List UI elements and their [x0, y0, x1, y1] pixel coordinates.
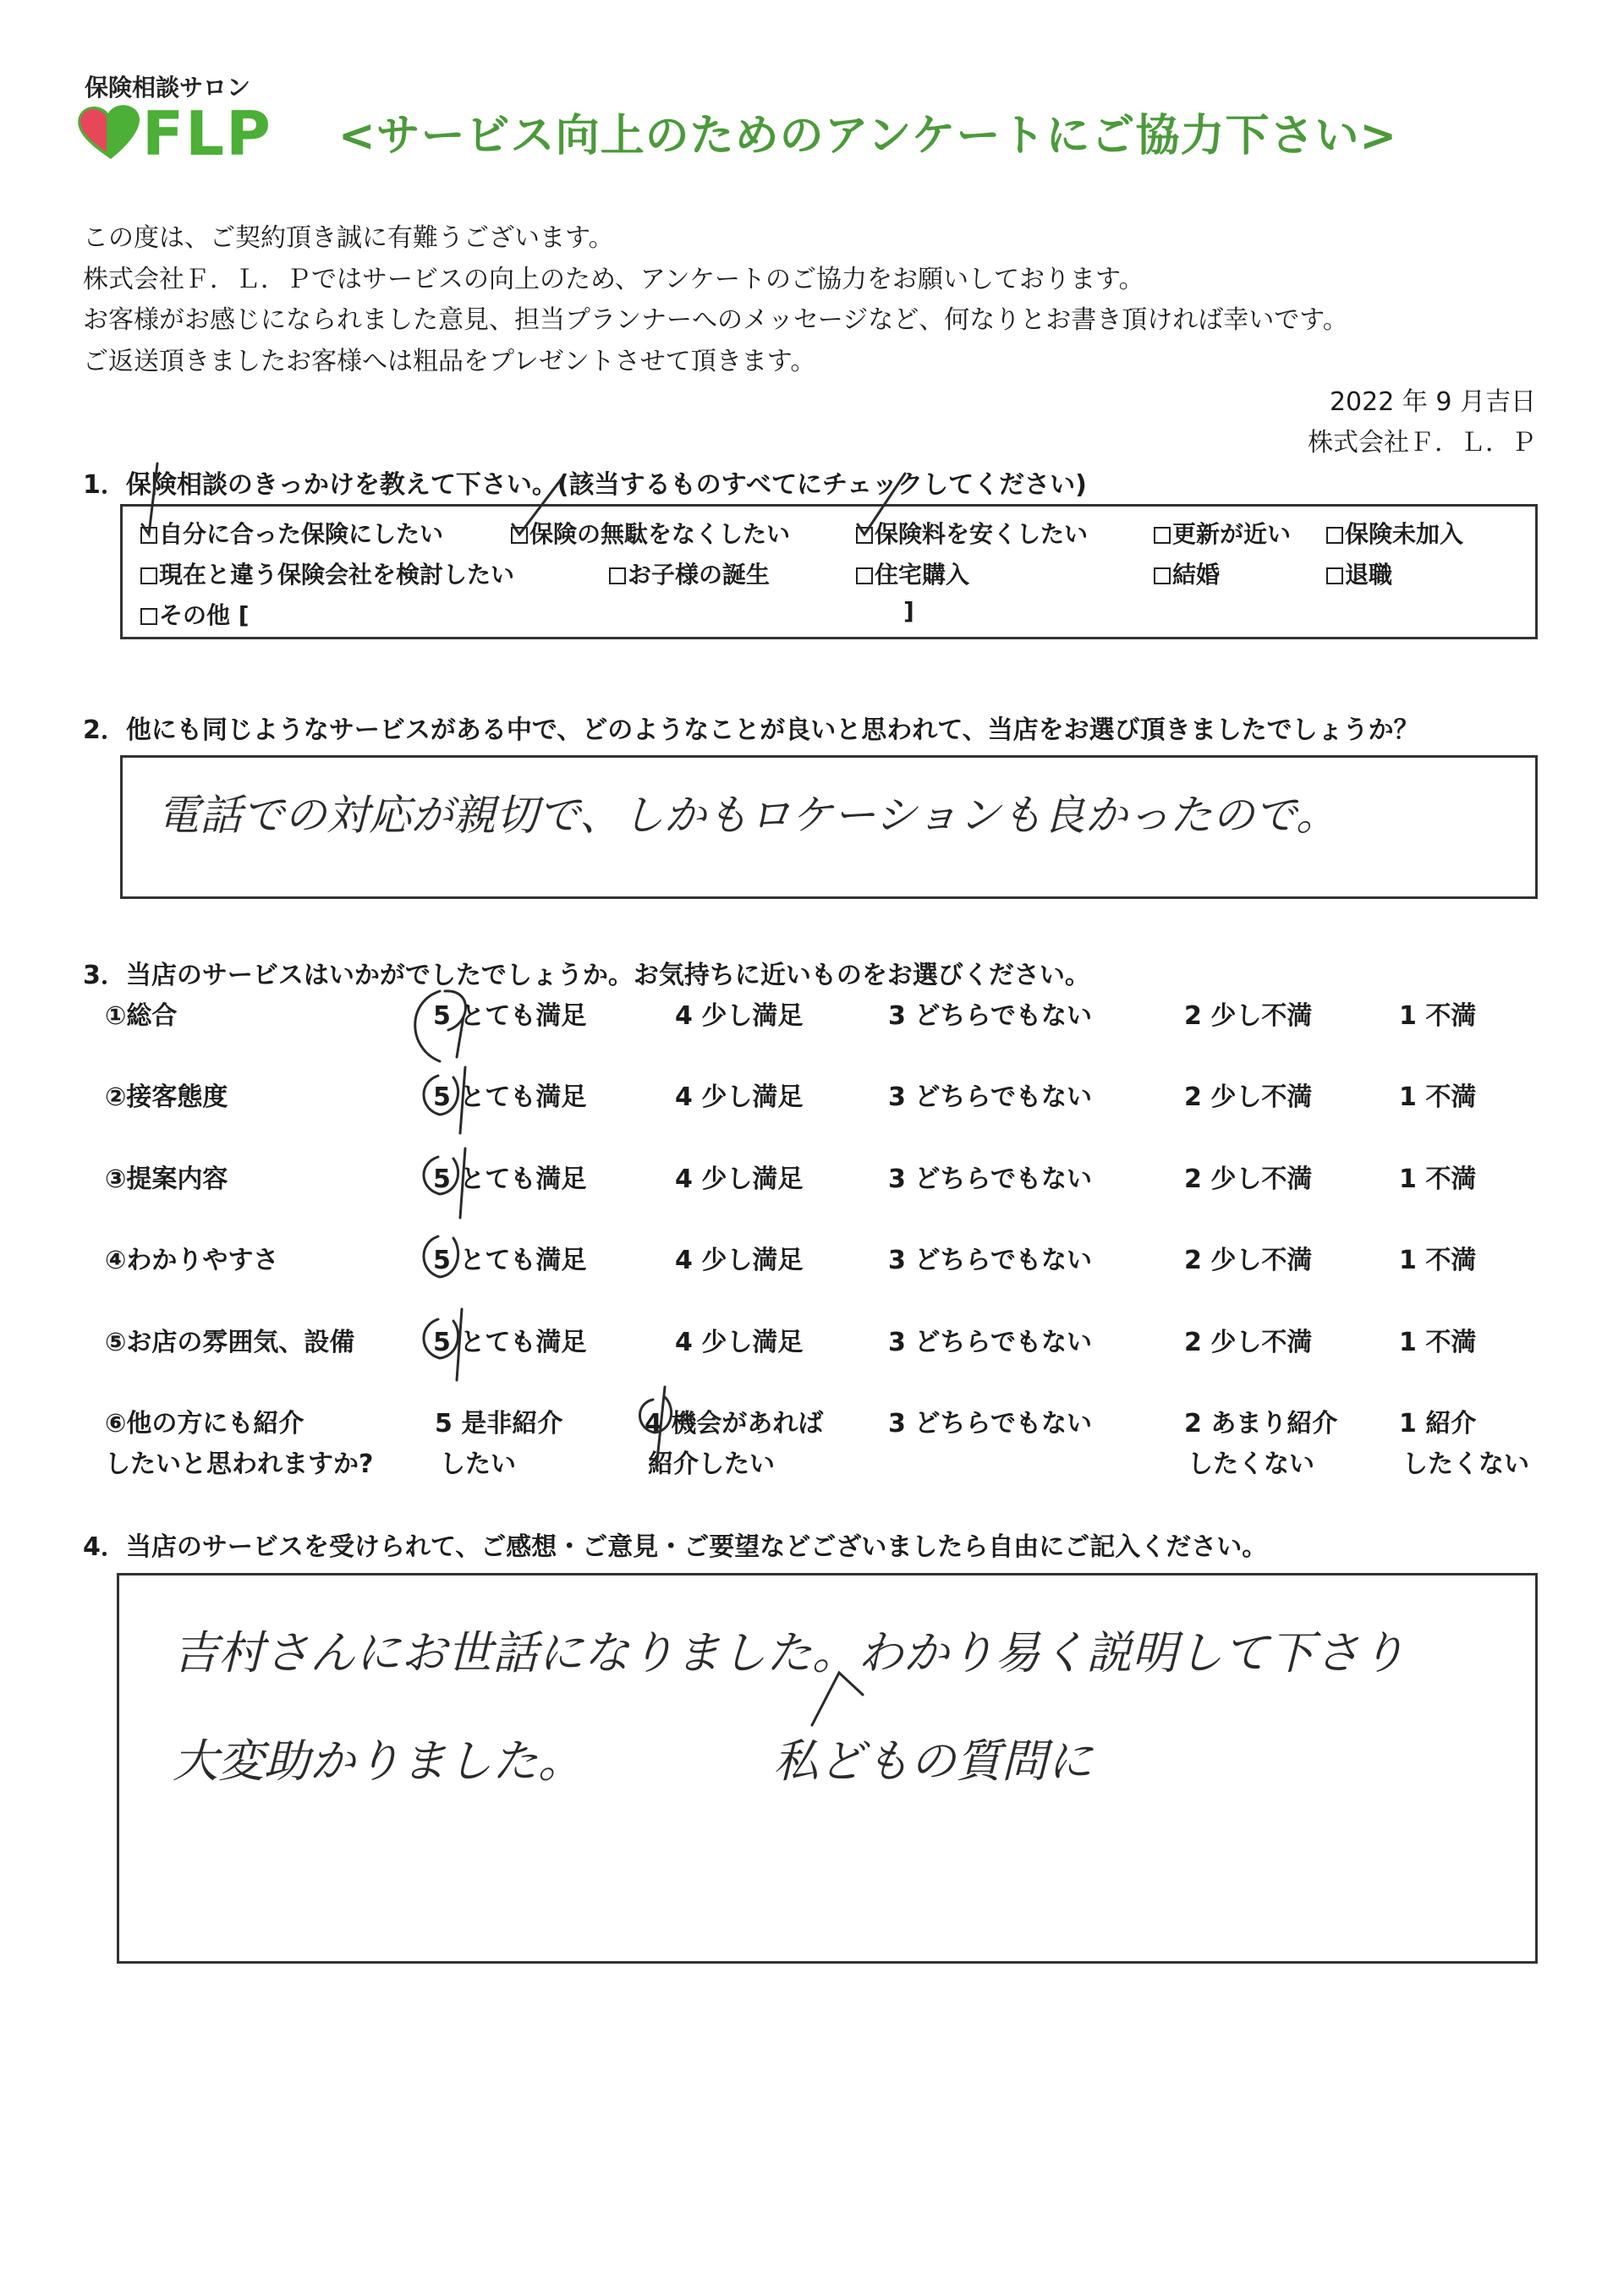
rating-option-4[interactable]: 4 少し満足 — [675, 1328, 804, 1357]
date: 2022 年 9 月吉日 — [1329, 387, 1536, 417]
referral-option-2-line2: したくない — [1188, 1449, 1314, 1479]
other-bracket-close: ] — [903, 597, 914, 625]
checkbox-icon[interactable] — [1326, 527, 1343, 544]
checkbox-icon[interactable] — [140, 567, 157, 584]
checkbox-icon[interactable] — [856, 527, 873, 544]
rating-row-label: ①総合 — [105, 1001, 178, 1031]
rating-row6-label-line1: ⑥他の方にも紹介 — [105, 1409, 304, 1438]
referral-option-3[interactable]: 3 どちらでもない — [888, 1409, 1093, 1438]
rating-row-label: ②接客態度 — [105, 1082, 228, 1112]
rating-option-3[interactable]: 3 どちらでもない — [888, 1246, 1093, 1275]
logo-subtitle: 保険相談サロン — [85, 74, 251, 101]
rating-option-5[interactable]: 5 とても満足 — [433, 1001, 587, 1031]
checkbox-option-other[interactable]: その他 [ — [140, 597, 250, 631]
checkbox-icon[interactable] — [1154, 567, 1171, 584]
rating-row-label: ⑤お店の雰囲気、設備 — [105, 1328, 355, 1357]
referral-option-1-line2: したくない — [1402, 1449, 1529, 1479]
intro-line: 株式会社Ｆ．Ｌ．Ｐではサービスの向上のため、アンケートのご協力をお願いしております。 — [83, 265, 1144, 294]
checkbox-icon[interactable] — [856, 567, 873, 584]
checkbox-option[interactable]: 保険の無駄をなくしたい — [511, 516, 790, 550]
rating-option-2[interactable]: 2 少し不満 — [1184, 1246, 1313, 1275]
question-3-heading: 3．当店のサービスはいかがでしたでしょうか。お気持ちに近いものをお選びください。 — [83, 961, 1090, 990]
rating-option-4[interactable]: 4 少し満足 — [675, 1164, 804, 1194]
rating-option-1[interactable]: 1 不満 — [1399, 1328, 1477, 1357]
rating-option-5[interactable]: 5 とても満足 — [433, 1082, 587, 1112]
referral-option-1[interactable]: 1 紹介 — [1399, 1409, 1477, 1438]
rating-option-1[interactable]: 1 不満 — [1399, 1001, 1477, 1031]
checkbox-option[interactable]: 保険料を安くしたい — [856, 516, 1088, 550]
checkbox-icon[interactable] — [1326, 567, 1343, 584]
checkbox-icon[interactable] — [609, 567, 626, 584]
referral-option-4[interactable]: 4 機会があれば — [645, 1409, 824, 1438]
heart-logo-icon — [73, 101, 149, 162]
checkbox-option[interactable]: 更新が近い — [1154, 516, 1291, 550]
rating-option-1[interactable]: 1 不満 — [1399, 1164, 1477, 1194]
rating-row-label: ④わかりやすさ — [105, 1246, 279, 1275]
rating-option-2[interactable]: 2 少し不満 — [1184, 1328, 1313, 1357]
question-1-heading: 1．保険相談のきっかけを教えて下さい。(該当するものすべてにチェックしてください) — [83, 470, 1087, 500]
rating-row-label: ③提案内容 — [105, 1164, 228, 1194]
rating-option-3[interactable]: 3 どちらでもない — [888, 1082, 1093, 1112]
checkbox-icon[interactable] — [511, 527, 528, 544]
question-4-handwritten-insert: 私どもの質問に — [773, 1734, 1093, 1788]
checkbox-option[interactable]: 現在と違う保険会社を検討したい — [140, 556, 514, 590]
checkbox-icon[interactable] — [1154, 527, 1171, 544]
rating-option-5[interactable]: 5 とても満足 — [433, 1246, 587, 1275]
company-name: 株式会社Ｆ．Ｌ．Ｐ — [1308, 428, 1536, 458]
checkbox-option[interactable]: 自分に合った保険にしたい — [140, 516, 443, 550]
rating-option-1[interactable]: 1 不満 — [1399, 1246, 1477, 1275]
referral-option-2[interactable]: 2 あまり紹介 — [1184, 1409, 1338, 1438]
checkbox-option[interactable]: 結婚 — [1154, 556, 1220, 590]
checkbox-option[interactable]: 退職 — [1326, 556, 1392, 590]
question-4-heading: 4．当店のサービスを受けられて、ご感想・ご意見・ご要望などございましたら自由にご記入ください。 — [83, 1532, 1268, 1562]
rating-option-3[interactable]: 3 どちらでもない — [888, 1328, 1093, 1357]
intro-line: お客様がお感じになられました意見、担当プランナーへのメッセージなど、何なりとお書き頂ければ幸いです。 — [83, 305, 1348, 335]
question-2-handwritten-answer: 電話での対応が親切で、しかもロケーションも良かったので。 — [157, 791, 1338, 840]
rating-option-5[interactable]: 5 とても満足 — [433, 1164, 587, 1194]
referral-option-5[interactable]: 5 是非紹介 — [435, 1409, 563, 1438]
rating-option-3[interactable]: 3 どちらでもない — [888, 1001, 1093, 1031]
checkbox-option[interactable]: 住宅購入 — [856, 556, 969, 590]
logo-text: FLP — [142, 98, 272, 169]
rating-option-2[interactable]: 2 少し不満 — [1184, 1082, 1313, 1112]
intro-line: ご返送頂きましたお客様へは粗品をプレゼントさせて頂きます。 — [83, 347, 816, 376]
rating-option-4[interactable]: 4 少し満足 — [675, 1246, 804, 1275]
rating-option-1[interactable]: 1 不満 — [1399, 1082, 1477, 1112]
checkbox-option[interactable]: 保険未加入 — [1326, 516, 1463, 550]
rating-row6-label-line2: したいと思われますか? — [105, 1449, 374, 1479]
referral-option-5-line2: したい — [440, 1449, 516, 1479]
intro-line: この度は、ご契約頂き誠に有難うございます。 — [83, 223, 614, 253]
rating-option-5[interactable]: 5 とても満足 — [433, 1328, 587, 1357]
checkbox-icon[interactable] — [140, 608, 157, 625]
question-4-handwritten-line1: 吉村さんにお世話になりました。わかり易く説明して下さり — [173, 1626, 1406, 1680]
rating-option-3[interactable]: 3 どちらでもない — [888, 1164, 1093, 1194]
checkbox-icon[interactable] — [140, 527, 157, 544]
question-4-handwritten-line2: 大変助かりました。 — [173, 1734, 584, 1788]
rating-option-4[interactable]: 4 少し満足 — [675, 1001, 804, 1031]
question-2-heading: 2．他にも同じようなサービスがある中で、どのようなことが良いと思われて、当店をお選び頂きましたでしょうか？ — [83, 715, 1419, 745]
referral-option-4-line2: 紹介したい — [648, 1449, 775, 1479]
page-title: <サービス向上のためのアンケートにご協力下さい> — [338, 111, 1398, 162]
checkbox-option[interactable]: お子様の誕生 — [609, 556, 770, 590]
rating-option-2[interactable]: 2 少し不満 — [1184, 1001, 1313, 1031]
rating-option-2[interactable]: 2 少し不満 — [1184, 1164, 1313, 1194]
rating-option-4[interactable]: 4 少し満足 — [675, 1082, 804, 1112]
